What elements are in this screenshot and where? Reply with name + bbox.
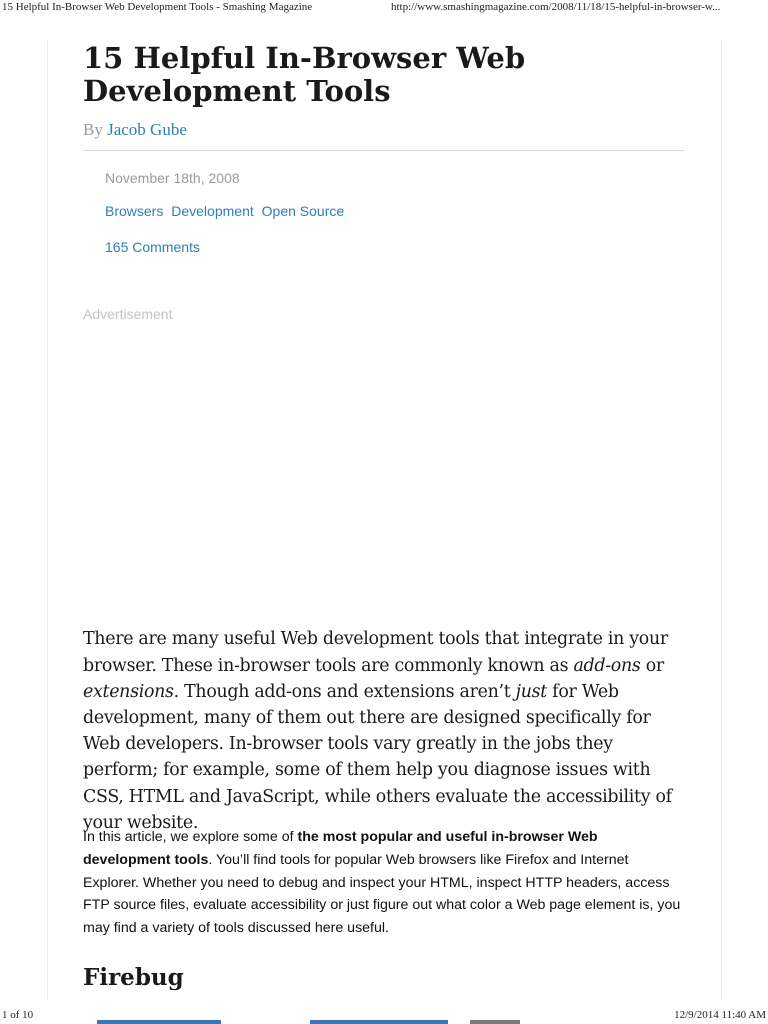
print-timestamp: 12/9/2014 11:40 AM — [674, 1009, 766, 1021]
advertisement-label: Advertisement — [83, 306, 173, 322]
page-count: 1 of 10 — [2, 1009, 34, 1021]
lead-text-1: There are many useful Web development tools that integrate in your browser. These in-browser tools are commonly known as — [83, 629, 668, 676]
byline-prefix: By — [83, 120, 103, 139]
lead-text-4: for Web development, many of them out there are designed specifically for Web developers. In-browser tools vary greatly in the jobs they perform; for example, some of them help you diagnose issues with CSS, HTML and JavaScript, while others evaluate the accessibility of your website. — [83, 681, 672, 833]
lead-em-add-ons: add-ons — [573, 655, 641, 676]
comments-link[interactable]: 165 Comments — [105, 239, 200, 255]
category-list — [105, 203, 687, 219]
intro-paragraph — [83, 826, 683, 940]
category-link-open-source[interactable]: Open Source — [261, 203, 345, 219]
publish-date: November 18th, 2008 — [105, 170, 240, 186]
lead-em-just: just — [515, 681, 547, 702]
lead-text-3: . Though add-ons and extensions aren’t — [173, 681, 516, 702]
byline — [83, 120, 687, 140]
lead-text-2: or — [640, 655, 664, 676]
print-footer — [0, 1008, 768, 1024]
lead-paragraph — [83, 626, 683, 836]
print-page-title: 15 Helpful In-Browser Web Development Tools - Smashing Magazine — [2, 1, 313, 13]
intro-text-1: In this article, we explore some of — [83, 829, 298, 846]
section-heading-firebug: Firebug — [83, 964, 184, 991]
author-link[interactable]: Jacob Gube — [107, 120, 187, 139]
intro-text-2: . You’ll find tools for popular Web browsers like Firefox and Internet Explorer. Whether you need to debug and inspect your HTML, inspect HTTP headers, access FTP source files, evaluate accessibility or just figure out what color a Web page element is, you may find a variety of tools discussed here useful. — [83, 851, 681, 936]
print-header — [0, 0, 768, 18]
intro-strong: the most popular and useful in-browser Web development tools — [83, 829, 598, 868]
header-divider — [83, 150, 684, 151]
category-link-browsers[interactable]: Browsers — [105, 203, 164, 219]
category-link-development[interactable]: Development — [171, 203, 254, 219]
page-border-right — [721, 40, 722, 1000]
print-url: http://www.smashingmagazine.com/2008/11/18/15-helpful-in-browser-w... — [391, 1, 721, 13]
lead-em-extensions: extensions — [83, 681, 174, 702]
article-meta — [105, 170, 687, 255]
article-header — [83, 42, 687, 322]
article-title: 15 Helpful In-Browser Web Development Tools — [83, 41, 526, 108]
page-border-left — [47, 40, 48, 1000]
